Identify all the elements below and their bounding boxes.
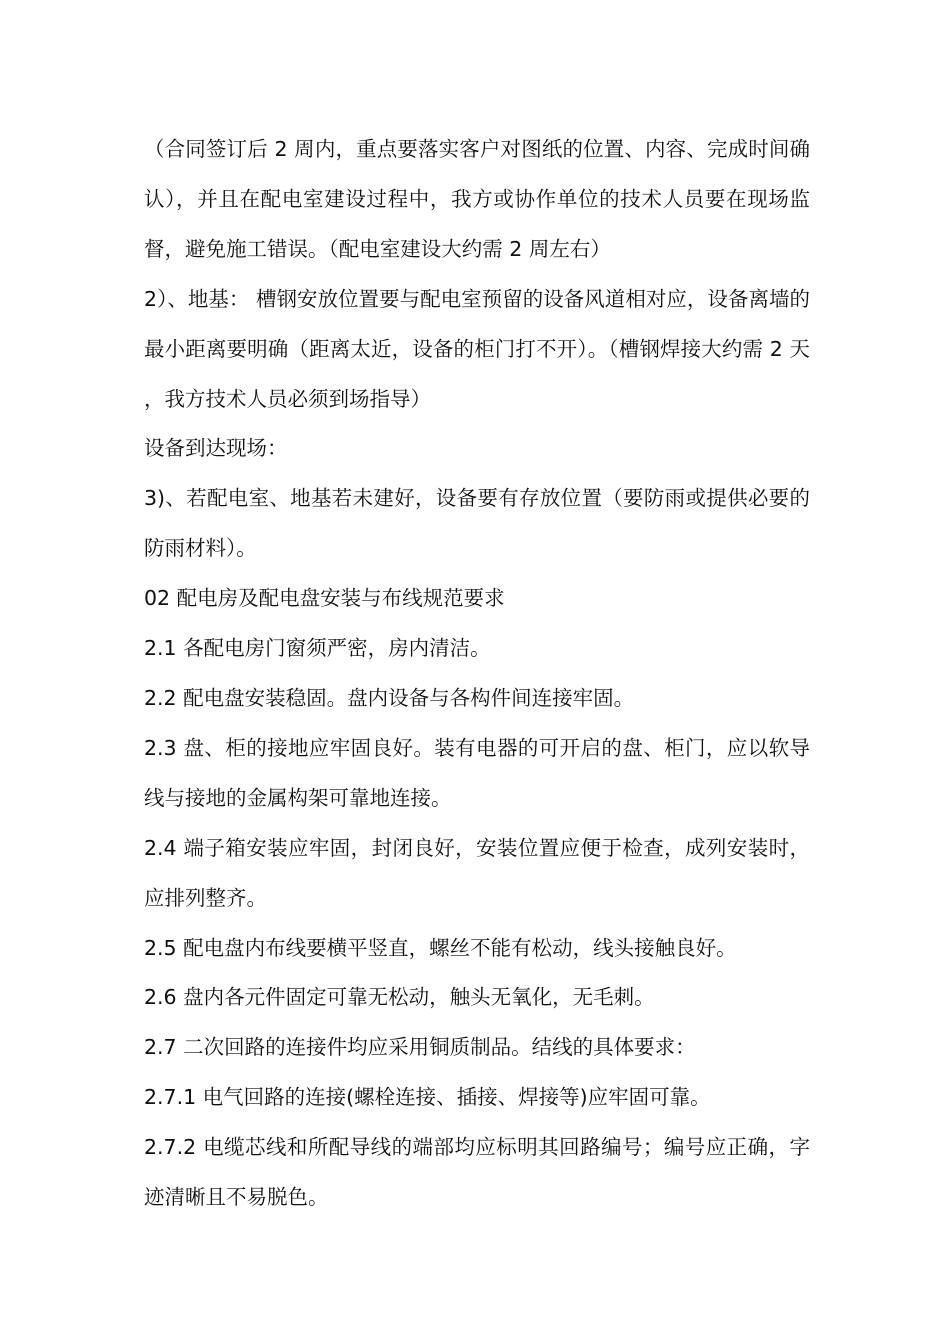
paragraph-contract-timeline: （合同签订后 2 周内，重点要落实客户对图纸的位置、内容、完成时间确认），并且在配电室建设过程中，我方或协作单位的技术人员要在现场监督，避免施工错误。（配电室建设大约需 2 周左右） [144,137,810,261]
clause-2-1: 2.1 各配电房门窗须严密，房内清洁。 [144,636,491,661]
clause-2-2: 2.2 配电盘安装稳固。盘内设备与各构件间连接牢固。 [144,685,635,710]
clause-2-3: 2.3 盘、柜的接地应牢固良好。装有电器的可开启的盘、柜门，应以软导线与接地的金属构架可靠地连接。 [144,735,810,810]
clause-2-6: 2.6 盘内各元件固定可靠无松动，触头无氧化，无毛刺。 [144,985,655,1010]
clause-2-4: 2.4 端子箱安装应牢固，封闭良好，安装位置应便于检查，成列安装时，应排列整齐。 [144,835,810,910]
paragraph-foundation: 2）、地基： 槽钢安放位置要与配电室预留的设备风道相对应，设备离墙的最小距离要明确（距离太近，设备的柜门打不开）。（槽钢焊接大约需 2 天，我方技术人员必须到场指导） [144,286,810,411]
clause-2-7-1: 2.7.1 电气回路的连接(螺栓连接、插接、焊接等)应牢固可靠。 [144,1085,711,1110]
clause-2-7-2: 2.7.2 电缆芯线和所配导线的端部均应标明其回路编号；编号应正确，字迹清晰且不易脱色。 [144,1135,810,1210]
clause-2-7: 2.7 二次回路的连接件均应采用铜质制品。结线的具体要求： [144,1035,696,1060]
document-body [144,125,810,1223]
section-heading: 02 配电房及配电盘安装与布线规范要求 [144,586,505,611]
paragraph-equipment-arrival: 设备到达现场： [144,436,288,461]
paragraph-storage: 3)、若配电室、地基若未建好，设备要有存放位置（要防雨或提供必要的防雨材料）。 [144,486,810,561]
clause-2-5: 2.5 配电盘内布线要横平竖直，螺丝不能有松动，线头接触良好。 [144,935,737,960]
